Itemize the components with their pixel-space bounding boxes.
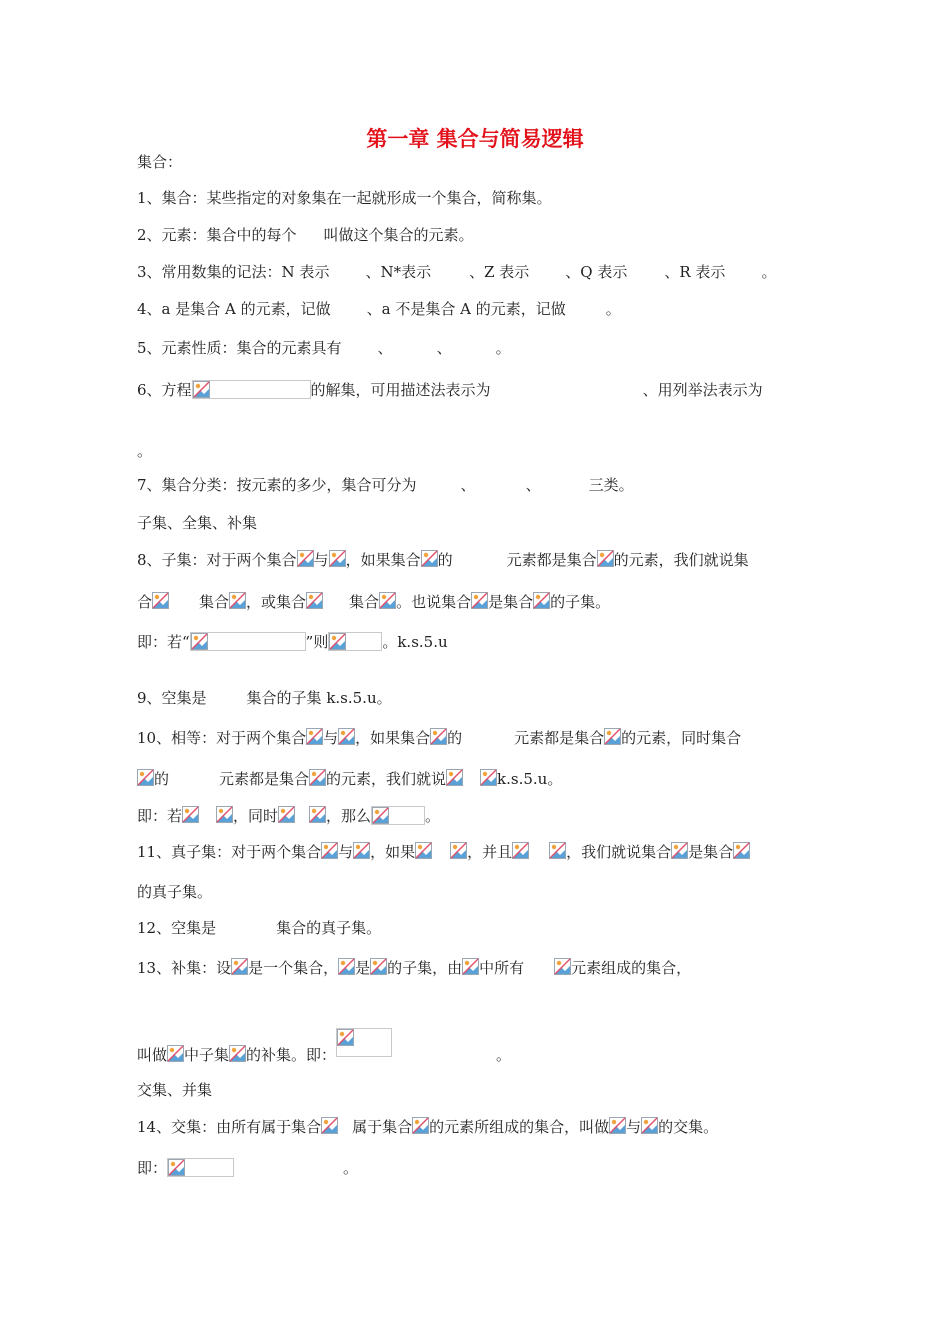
item-12: 12、空集是 集合的真子集。 bbox=[137, 919, 382, 937]
formula-image-icon bbox=[480, 769, 497, 786]
item-13-cont: 叫做 中子集 的补集。即： 。 bbox=[137, 1028, 511, 1065]
formula-image-icon bbox=[641, 1117, 658, 1134]
formula-image-icon bbox=[229, 592, 246, 609]
item-8: 8、子集：对于两个集合 与 ，如果集合 的 元素都是集合 的元素，我们就说集 bbox=[137, 551, 749, 569]
heading-subsets: 子集、全集、补集 bbox=[137, 514, 258, 532]
formula-image bbox=[336, 1028, 392, 1057]
item-8-formula: 即：若“ ”则 。k.s.5.u bbox=[137, 633, 448, 651]
formula-image-icon bbox=[321, 1117, 338, 1134]
broken-image-icon bbox=[193, 381, 210, 398]
formula-image bbox=[192, 380, 311, 399]
item-8-cont: 合 集合 ，或集合 集合 。也说集合 是集合 的子集。 bbox=[137, 593, 611, 611]
item-11-cont: 的真子集。 bbox=[137, 883, 213, 901]
formula-image-icon bbox=[338, 728, 355, 745]
formula-image-icon bbox=[597, 550, 614, 567]
item-4: 4、a 是集合 A 的元素，记做 、a 不是集合 A 的元素，记做 。 bbox=[137, 300, 621, 318]
chapter-title: 第一章 集合与简易逻辑 bbox=[366, 127, 584, 151]
item-9: 9、空集是 集合的子集 k.s.5.u。 bbox=[137, 689, 392, 707]
item-7: 7、集合分类：按元素的多少，集合可分为 、 、 三类。 bbox=[137, 476, 634, 494]
formula-image bbox=[190, 632, 306, 651]
formula-image-icon bbox=[278, 806, 295, 823]
formula-image-icon bbox=[554, 958, 571, 975]
formula-image-icon bbox=[231, 958, 248, 975]
heading-intersection: 交集、并集 bbox=[137, 1081, 213, 1099]
formula-image-icon bbox=[370, 958, 387, 975]
formula-image-icon bbox=[306, 592, 323, 609]
item-13: 13、补集：设 是一个集合， 是 的子集，由 中所有 元素组成的集合， bbox=[137, 959, 692, 977]
item-6-end: 。 bbox=[137, 442, 153, 460]
formula-image-icon bbox=[229, 1045, 246, 1062]
formula-image-icon bbox=[604, 728, 621, 745]
formula-image-icon bbox=[353, 842, 370, 859]
item-2: 2、元素：集合中的每个 叫做这个集合的元素。 bbox=[137, 226, 474, 244]
broken-image-icon bbox=[329, 633, 346, 650]
formula-image bbox=[371, 806, 425, 825]
formula-image-icon bbox=[338, 958, 355, 975]
item-10: 10、相等：对于两个集合 与 ，如果集合 的 元素都是集合 的元素，同时集合 bbox=[137, 729, 742, 747]
formula-image-icon bbox=[152, 592, 169, 609]
formula-image-icon bbox=[297, 550, 314, 567]
formula-image-icon bbox=[309, 806, 326, 823]
item-3: 3、常用数集的记法：N 表示 、N*表示 、Z 表示 、Q 表示 、R 表示 。 bbox=[137, 263, 777, 281]
formula-image-icon bbox=[309, 769, 326, 786]
formula-image bbox=[167, 1158, 234, 1177]
formula-image-icon bbox=[471, 592, 488, 609]
formula-image-icon bbox=[609, 1117, 626, 1134]
formula-image-icon bbox=[421, 550, 438, 567]
formula-image-icon bbox=[415, 842, 432, 859]
formula-image-icon bbox=[216, 806, 233, 823]
formula-image bbox=[328, 632, 382, 651]
formula-image-icon bbox=[733, 842, 750, 859]
formula-image-icon bbox=[512, 842, 529, 859]
item-14: 14、交集：由所有属于集合 属于集合 的元素所组成的集合，叫做 与 的交集。 bbox=[137, 1118, 719, 1136]
formula-image-icon bbox=[533, 592, 550, 609]
formula-image-icon bbox=[412, 1117, 429, 1134]
broken-image-icon bbox=[337, 1029, 354, 1046]
broken-image-icon bbox=[372, 807, 389, 824]
formula-image-icon bbox=[182, 806, 199, 823]
formula-image-icon bbox=[462, 958, 479, 975]
item-10-cont: 的 元素都是集合 的元素，我们就说 k.s.5.u。 bbox=[137, 769, 562, 789]
formula-image-icon bbox=[137, 769, 154, 786]
item-5: 5、元素性质：集合的元素具有 、 、 。 bbox=[137, 339, 511, 357]
broken-image-icon bbox=[191, 633, 208, 650]
item-11: 11、真子集：对于两个集合 与 ，如果 ，并且 ，我们就说集合 是集合 bbox=[137, 842, 750, 862]
item-10-formula: 即：若 ，同时 ，那么 。 bbox=[137, 807, 441, 825]
formula-image-icon bbox=[430, 728, 447, 745]
formula-image-icon bbox=[446, 769, 463, 786]
formula-image-icon bbox=[549, 842, 566, 859]
formula-image-icon bbox=[329, 550, 346, 567]
item-14-formula: 即： 。 bbox=[137, 1159, 359, 1177]
formula-image-icon bbox=[450, 842, 467, 859]
formula-image-icon bbox=[321, 842, 338, 859]
formula-image-icon bbox=[167, 1045, 184, 1062]
formula-image-icon bbox=[306, 728, 323, 745]
item-6: 6、方程 的解集，可用描述法表示为 、用列举法表示为 bbox=[137, 381, 763, 399]
item-1: 1、集合：某些指定的对象集在一起就形成一个集合，简称集。 bbox=[137, 189, 552, 207]
heading-sets: 集合： bbox=[137, 153, 183, 171]
broken-image-icon bbox=[168, 1159, 185, 1176]
formula-image-icon bbox=[671, 842, 688, 859]
formula-image-icon bbox=[379, 592, 396, 609]
